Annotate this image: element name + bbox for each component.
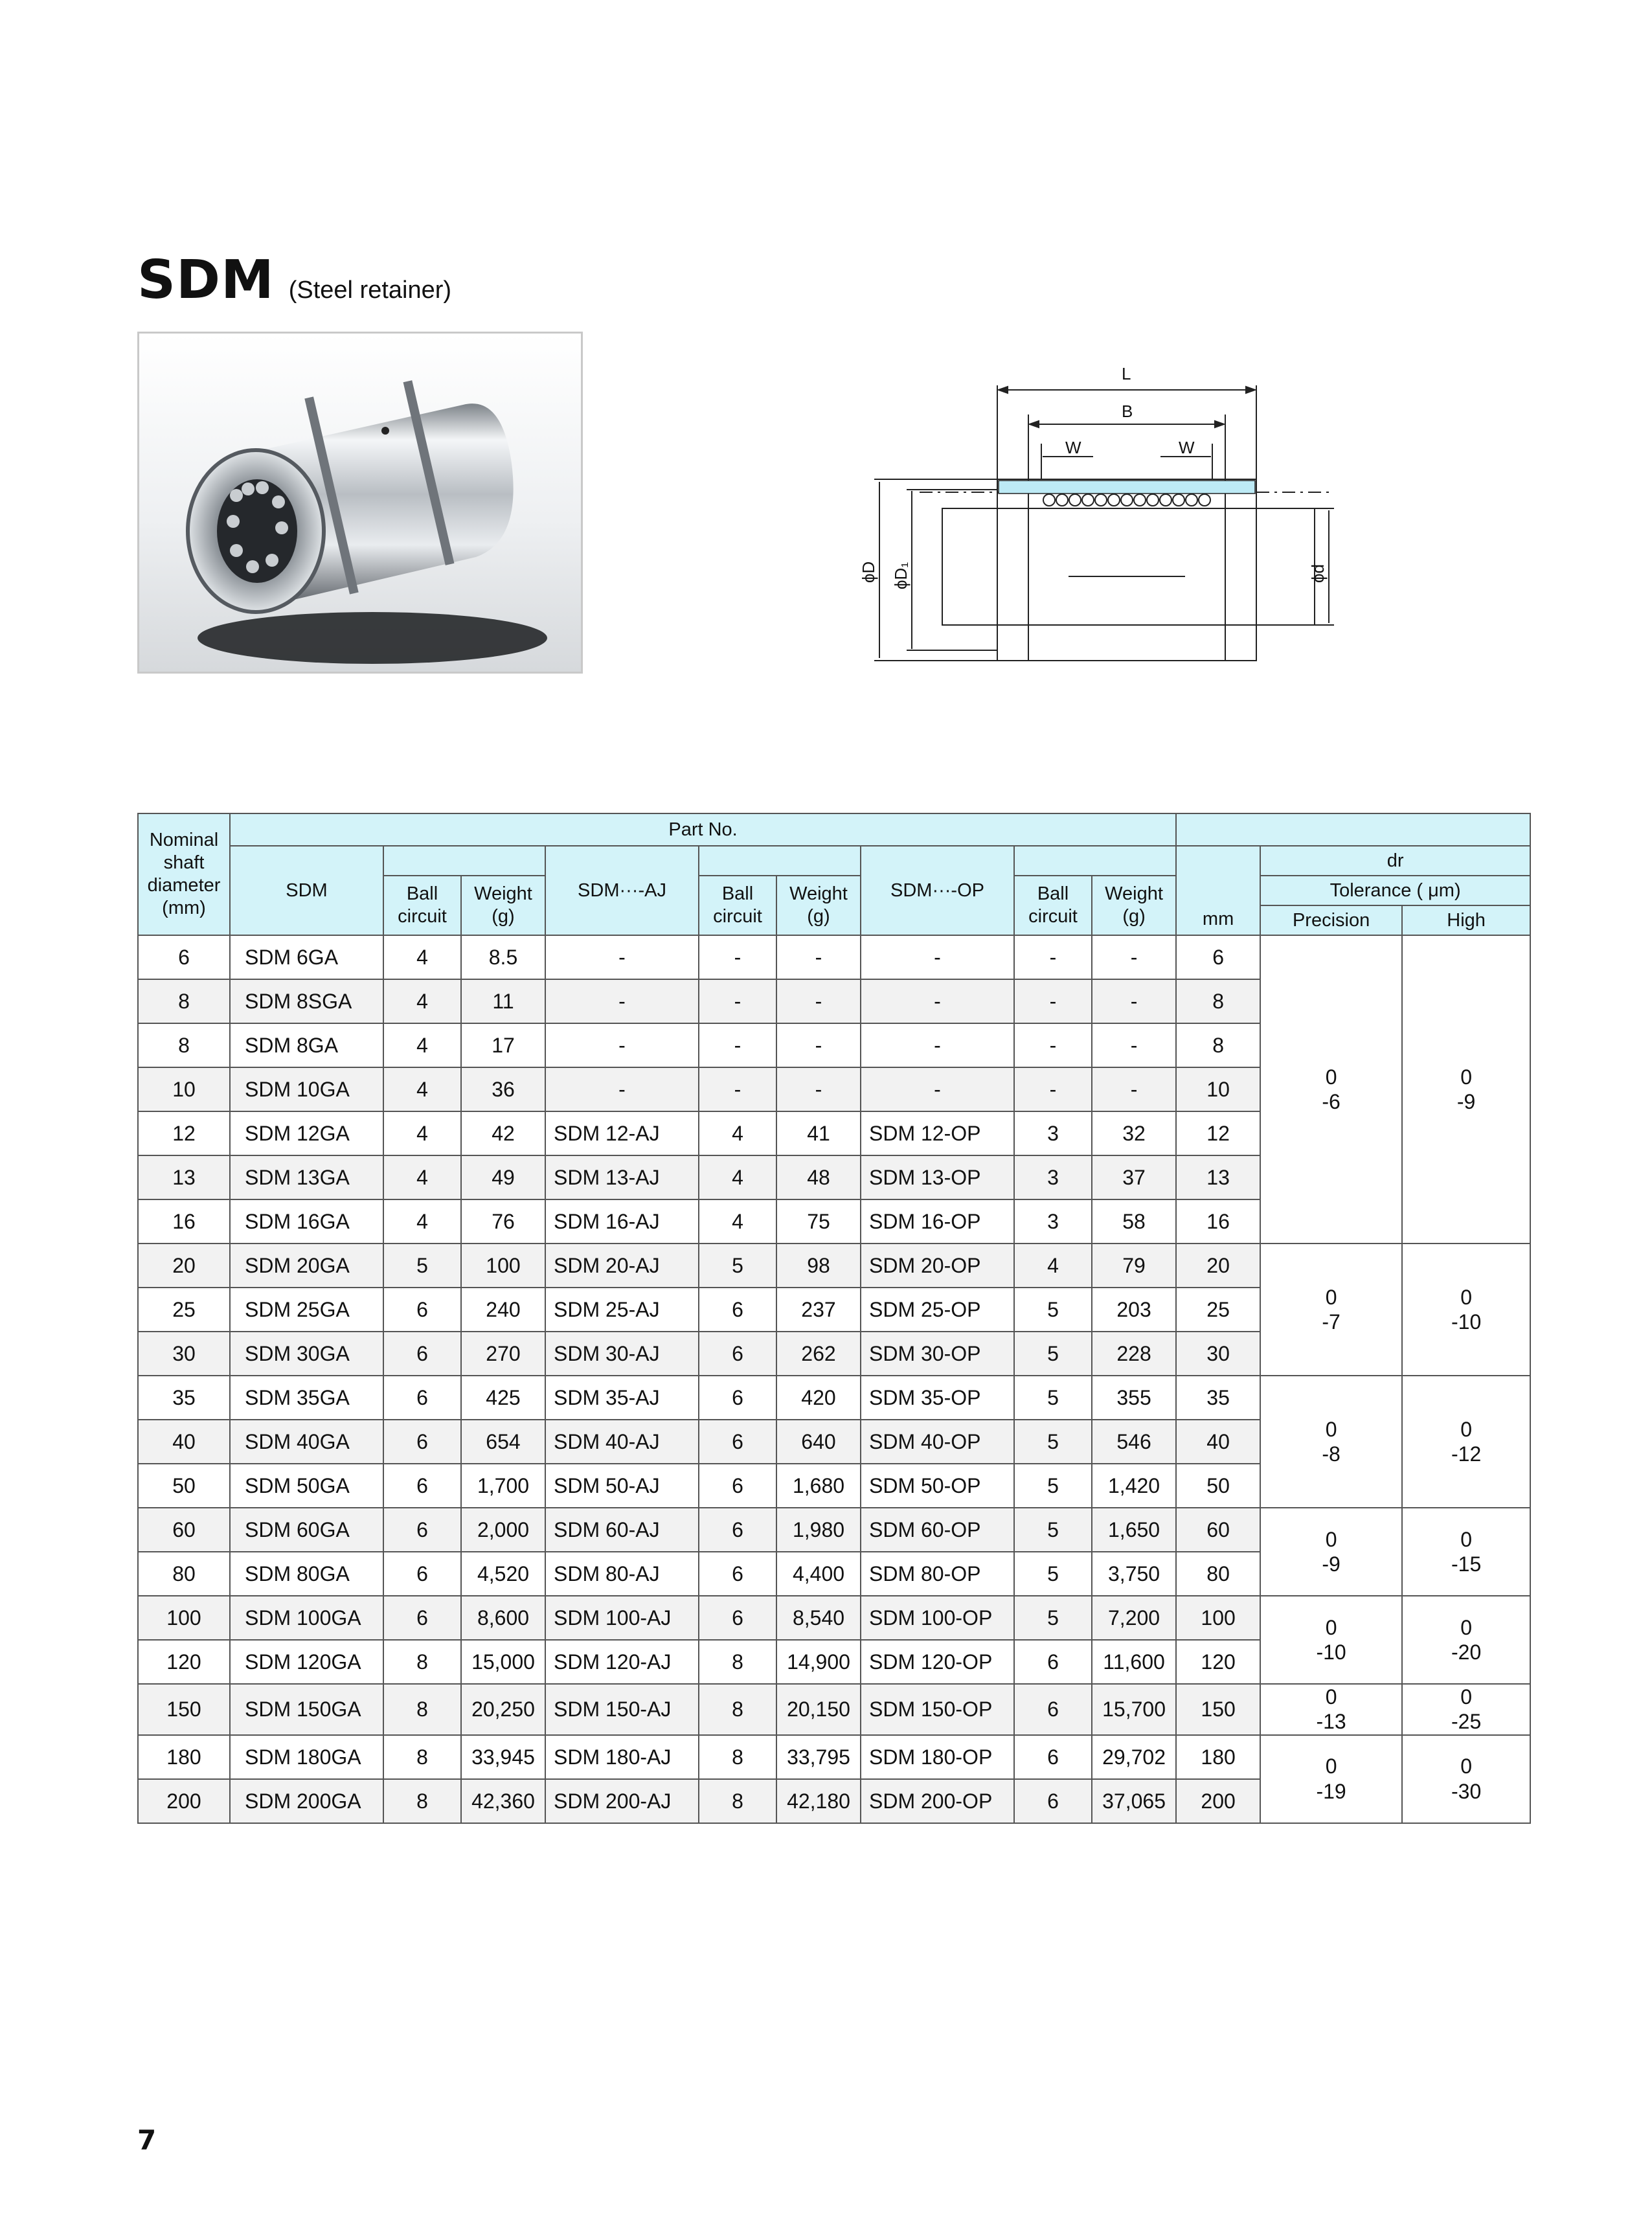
sdm-part-cell: SDM 120GA [230, 1640, 383, 1684]
model-subtitle: (Steel retainer) [288, 277, 452, 304]
dr-mm-cell: 30 [1176, 1332, 1260, 1376]
dr-mm-cell: 12 [1176, 1111, 1260, 1155]
sdm-weight-cell: 425 [461, 1376, 545, 1420]
aj-weight-cell: 8,540 [776, 1596, 861, 1640]
sdm-ball-circuit-cell: 6 [383, 1464, 461, 1508]
aj-weight-cell: 420 [776, 1376, 861, 1420]
op-ball-circuit-cell: - [1014, 1023, 1092, 1067]
op-part-cell: SDM 30-OP [861, 1332, 1014, 1376]
sdm-part-cell: SDM 180GA [230, 1735, 383, 1779]
op-part-cell: SDM 200-OP [861, 1779, 1014, 1823]
dr-mm-cell: 180 [1176, 1735, 1260, 1779]
tolerance-high-cell: 0 -20 [1402, 1596, 1530, 1684]
dr-mm-cell: 120 [1176, 1640, 1260, 1684]
op-part-cell: SDM 35-OP [861, 1376, 1014, 1420]
op-ball-circuit-cell: - [1014, 979, 1092, 1023]
op-weight-cell: - [1092, 1023, 1176, 1067]
aj-weight-cell: 20,150 [776, 1684, 861, 1735]
sdm-ball-circuit-cell: 8 [383, 1640, 461, 1684]
aj-weight-cell: 4,400 [776, 1552, 861, 1596]
op-weight-cell: 37 [1092, 1155, 1176, 1199]
sdm-weight-cell: 15,000 [461, 1640, 545, 1684]
tolerance-high-cell: 0 -10 [1402, 1244, 1530, 1376]
op-weight-cell: - [1092, 979, 1176, 1023]
aj-weight-cell: - [776, 935, 861, 979]
aj-weight-cell: 42,180 [776, 1779, 861, 1823]
aj-part-cell: SDM 25-AJ [545, 1288, 699, 1332]
nominal-diameter-cell: 180 [138, 1735, 230, 1779]
op-ball-circuit-cell: 6 [1014, 1684, 1092, 1735]
aj-ball-circuit-cell: - [699, 1067, 776, 1111]
dr-mm-cell: 6 [1176, 935, 1260, 979]
dr-mm-cell: 50 [1176, 1464, 1260, 1508]
sdm-part-cell: SDM 60GA [230, 1508, 383, 1552]
aj-weight-cell: - [776, 1023, 861, 1067]
sdm-part-cell: SDM 40GA [230, 1420, 383, 1464]
aj-weight-cell: 41 [776, 1111, 861, 1155]
sdm-ball-circuit-cell: 6 [383, 1596, 461, 1640]
header-nominal-diameter: Nominal shaft diameter (mm) [138, 813, 230, 935]
op-weight-cell: 58 [1092, 1199, 1176, 1244]
page-title [137, 249, 451, 311]
sdm-part-cell: SDM 35GA [230, 1376, 383, 1420]
table-body [138, 935, 1530, 1823]
aj-part-cell: SDM 35-AJ [545, 1376, 699, 1420]
sdm-weight-cell: 270 [461, 1332, 545, 1376]
op-ball-circuit-cell: 5 [1014, 1508, 1092, 1552]
aj-weight-cell: 237 [776, 1288, 861, 1332]
op-part-cell: - [861, 1067, 1014, 1111]
dr-mm-cell: 20 [1176, 1244, 1260, 1288]
header-precision: Precision [1260, 905, 1402, 935]
aj-weight-cell: 98 [776, 1244, 861, 1288]
header-mm: mm [1176, 846, 1260, 935]
aj-weight-cell: 33,795 [776, 1735, 861, 1779]
sdm-part-cell: SDM 150GA [230, 1684, 383, 1735]
sdm-ball-circuit-cell: 4 [383, 1067, 461, 1111]
header-weight: Weight (g) [461, 876, 545, 935]
sdm-weight-cell: 1,700 [461, 1464, 545, 1508]
aj-part-cell: - [545, 1067, 699, 1111]
header-part-no: Part No. [230, 813, 1176, 846]
tolerance-precision-cell: 0 -19 [1260, 1735, 1402, 1823]
nominal-diameter-cell: 20 [138, 1244, 230, 1288]
aj-ball-circuit-cell: - [699, 979, 776, 1023]
op-part-cell: SDM 12-OP [861, 1111, 1014, 1155]
sdm-ball-circuit-cell: 4 [383, 1199, 461, 1244]
tolerance-high-cell: 0 -9 [1402, 935, 1530, 1244]
aj-part-cell: SDM 12-AJ [545, 1111, 699, 1155]
sdm-ball-circuit-cell: 4 [383, 1155, 461, 1199]
aj-ball-circuit-cell: 6 [699, 1288, 776, 1332]
aj-weight-cell: - [776, 1067, 861, 1111]
sdm-weight-cell: 42 [461, 1111, 545, 1155]
nominal-diameter-cell: 6 [138, 935, 230, 979]
dr-mm-cell: 40 [1176, 1420, 1260, 1464]
header-high: High [1402, 905, 1530, 935]
op-part-cell: SDM 100-OP [861, 1596, 1014, 1640]
sdm-ball-circuit-cell: 8 [383, 1735, 461, 1779]
sdm-ball-circuit-cell: 4 [383, 979, 461, 1023]
aj-weight-cell: 1,680 [776, 1464, 861, 1508]
aj-ball-circuit-cell: 6 [699, 1552, 776, 1596]
aj-part-cell: SDM 180-AJ [545, 1735, 699, 1779]
dr-mm-cell: 8 [1176, 979, 1260, 1023]
op-weight-cell: 228 [1092, 1332, 1176, 1376]
table-row [138, 1735, 1530, 1779]
header-sdm-spacer [383, 846, 545, 876]
sdm-weight-cell: 17 [461, 1023, 545, 1067]
aj-part-cell: SDM 60-AJ [545, 1508, 699, 1552]
op-ball-circuit-cell: 3 [1014, 1199, 1092, 1244]
op-ball-circuit-cell: 5 [1014, 1288, 1092, 1332]
header-weight: Weight (g) [776, 876, 861, 935]
op-ball-circuit-cell: - [1014, 935, 1092, 979]
dr-mm-cell: 150 [1176, 1684, 1260, 1735]
op-ball-circuit-cell: 3 [1014, 1155, 1092, 1199]
aj-weight-cell: - [776, 979, 861, 1023]
nominal-diameter-cell: 40 [138, 1420, 230, 1464]
header-sdm-aj: SDM···-AJ [545, 846, 699, 935]
op-weight-cell: 79 [1092, 1244, 1176, 1288]
op-ball-circuit-cell: 3 [1014, 1111, 1092, 1155]
label-W-right: W [1179, 438, 1195, 457]
sdm-part-cell: SDM 80GA [230, 1552, 383, 1596]
header-ball-circuit: Ball circuit [699, 876, 776, 935]
aj-ball-circuit-cell: 8 [699, 1735, 776, 1779]
op-ball-circuit-cell: 6 [1014, 1640, 1092, 1684]
op-weight-cell: 11,600 [1092, 1640, 1176, 1684]
sdm-weight-cell: 49 [461, 1155, 545, 1199]
table-row [138, 1684, 1530, 1735]
dr-mm-cell: 60 [1176, 1508, 1260, 1552]
nominal-diameter-cell: 8 [138, 1023, 230, 1067]
aj-part-cell: SDM 16-AJ [545, 1199, 699, 1244]
op-part-cell: SDM 150-OP [861, 1684, 1014, 1735]
op-part-cell: - [861, 935, 1014, 979]
aj-part-cell: SDM 120-AJ [545, 1640, 699, 1684]
aj-ball-circuit-cell: 6 [699, 1508, 776, 1552]
tolerance-precision-cell: 0 -9 [1260, 1508, 1402, 1596]
aj-weight-cell: 75 [776, 1199, 861, 1244]
op-weight-cell: 37,065 [1092, 1779, 1176, 1823]
nominal-diameter-cell: 16 [138, 1199, 230, 1244]
aj-part-cell: SDM 50-AJ [545, 1464, 699, 1508]
dimension-diagram [855, 363, 1347, 674]
op-weight-cell: 3,750 [1092, 1552, 1176, 1596]
sdm-part-cell: SDM 13GA [230, 1155, 383, 1199]
nominal-diameter-cell: 35 [138, 1376, 230, 1420]
sdm-ball-circuit-cell: 4 [383, 935, 461, 979]
sdm-ball-circuit-cell: 8 [383, 1779, 461, 1823]
sdm-weight-cell: 240 [461, 1288, 545, 1332]
cross-section-drawing [855, 363, 1347, 674]
aj-weight-cell: 14,900 [776, 1640, 861, 1684]
op-part-cell: SDM 80-OP [861, 1552, 1014, 1596]
sdm-weight-cell: 20,250 [461, 1684, 545, 1735]
dr-mm-cell: 13 [1176, 1155, 1260, 1199]
aj-ball-circuit-cell: 6 [699, 1464, 776, 1508]
op-weight-cell: 15,700 [1092, 1684, 1176, 1735]
nominal-diameter-cell: 8 [138, 979, 230, 1023]
op-part-cell: SDM 40-OP [861, 1420, 1014, 1464]
sdm-ball-circuit-cell: 6 [383, 1288, 461, 1332]
model-name: SDM [137, 249, 275, 311]
aj-ball-circuit-cell: - [699, 935, 776, 979]
op-weight-cell: 7,200 [1092, 1596, 1176, 1640]
label-phi-d: ϕd [1308, 563, 1328, 583]
aj-ball-circuit-cell: 5 [699, 1244, 776, 1288]
aj-part-cell: - [545, 1023, 699, 1067]
sdm-weight-cell: 11 [461, 979, 545, 1023]
nominal-diameter-cell: 100 [138, 1596, 230, 1640]
tolerance-precision-cell: 0 -10 [1260, 1596, 1402, 1684]
aj-part-cell: SDM 100-AJ [545, 1596, 699, 1640]
aj-part-cell: - [545, 979, 699, 1023]
header-blank [1176, 813, 1530, 846]
header-aj-spacer [699, 846, 861, 876]
op-part-cell: SDM 25-OP [861, 1288, 1014, 1332]
op-weight-cell: 203 [1092, 1288, 1176, 1332]
aj-weight-cell: 1,980 [776, 1508, 861, 1552]
sdm-ball-circuit-cell: 8 [383, 1684, 461, 1735]
sdm-weight-cell: 654 [461, 1420, 545, 1464]
nominal-diameter-cell: 120 [138, 1640, 230, 1684]
sdm-part-cell: SDM 100GA [230, 1596, 383, 1640]
dr-mm-cell: 200 [1176, 1779, 1260, 1823]
sdm-part-cell: SDM 50GA [230, 1464, 383, 1508]
sdm-ball-circuit-cell: 4 [383, 1023, 461, 1067]
aj-part-cell: SDM 200-AJ [545, 1779, 699, 1823]
op-weight-cell: 32 [1092, 1111, 1176, 1155]
op-ball-circuit-cell: 5 [1014, 1332, 1092, 1376]
sdm-weight-cell: 2,000 [461, 1508, 545, 1552]
aj-part-cell: SDM 80-AJ [545, 1552, 699, 1596]
table-row [138, 935, 1530, 979]
aj-ball-circuit-cell: 6 [699, 1376, 776, 1420]
op-ball-circuit-cell: 4 [1014, 1244, 1092, 1288]
op-ball-circuit-cell: 6 [1014, 1735, 1092, 1779]
op-part-cell: SDM 120-OP [861, 1640, 1014, 1684]
op-ball-circuit-cell: 5 [1014, 1552, 1092, 1596]
op-weight-cell: - [1092, 935, 1176, 979]
table-row [138, 1244, 1530, 1288]
nominal-diameter-cell: 25 [138, 1288, 230, 1332]
dr-mm-cell: 100 [1176, 1596, 1260, 1640]
sdm-ball-circuit-cell: 6 [383, 1552, 461, 1596]
label-phi-D1: ϕD₁ [891, 562, 911, 589]
specification-table [137, 813, 1531, 1824]
nominal-diameter-cell: 30 [138, 1332, 230, 1376]
tolerance-high-cell: 0 -30 [1402, 1735, 1530, 1823]
sdm-part-cell: SDM 12GA [230, 1111, 383, 1155]
aj-weight-cell: 262 [776, 1332, 861, 1376]
op-weight-cell: 1,650 [1092, 1508, 1176, 1552]
sdm-part-cell: SDM 16GA [230, 1199, 383, 1244]
sdm-weight-cell: 8,600 [461, 1596, 545, 1640]
header-sdm-op: SDM···-OP [861, 846, 1014, 935]
tolerance-precision-cell: 0 -8 [1260, 1376, 1402, 1508]
op-ball-circuit-cell: 5 [1014, 1464, 1092, 1508]
table-row [138, 1596, 1530, 1640]
header-sdm: SDM [230, 846, 383, 935]
label-W-left: W [1065, 438, 1081, 457]
op-part-cell: SDM 20-OP [861, 1244, 1014, 1288]
sdm-ball-circuit-cell: 6 [383, 1332, 461, 1376]
op-weight-cell: 29,702 [1092, 1735, 1176, 1779]
op-weight-cell: 1,420 [1092, 1464, 1176, 1508]
nominal-diameter-cell: 200 [138, 1779, 230, 1823]
header-op-spacer [1014, 846, 1176, 876]
dr-mm-cell: 25 [1176, 1288, 1260, 1332]
sdm-part-cell: SDM 200GA [230, 1779, 383, 1823]
aj-weight-cell: 640 [776, 1420, 861, 1464]
dr-mm-cell: 35 [1176, 1376, 1260, 1420]
sdm-part-cell: SDM 20GA [230, 1244, 383, 1288]
nominal-diameter-cell: 12 [138, 1111, 230, 1155]
aj-part-cell: SDM 13-AJ [545, 1155, 699, 1199]
aj-ball-circuit-cell: 6 [699, 1420, 776, 1464]
header-weight: Weight (g) [1092, 876, 1176, 935]
op-ball-circuit-cell: - [1014, 1067, 1092, 1111]
tolerance-precision-cell: 0 -6 [1260, 935, 1402, 1244]
op-part-cell: - [861, 1023, 1014, 1067]
dr-mm-cell: 16 [1176, 1199, 1260, 1244]
op-weight-cell: 546 [1092, 1420, 1176, 1464]
tolerance-precision-cell: 0 -7 [1260, 1244, 1402, 1376]
op-part-cell: SDM 13-OP [861, 1155, 1014, 1199]
sdm-ball-circuit-cell: 6 [383, 1420, 461, 1464]
nominal-diameter-cell: 10 [138, 1067, 230, 1111]
aj-weight-cell: 48 [776, 1155, 861, 1199]
table-row [138, 1508, 1530, 1552]
sdm-weight-cell: 33,945 [461, 1735, 545, 1779]
tolerance-high-cell: 0 -15 [1402, 1508, 1530, 1596]
op-ball-circuit-cell: 5 [1014, 1376, 1092, 1420]
aj-part-cell: SDM 40-AJ [545, 1420, 699, 1464]
sdm-ball-circuit-cell: 4 [383, 1111, 461, 1155]
sdm-part-cell: SDM 8SGA [230, 979, 383, 1023]
label-phi-D: ϕD [859, 561, 878, 583]
op-ball-circuit-cell: 6 [1014, 1779, 1092, 1823]
aj-ball-circuit-cell: 6 [699, 1596, 776, 1640]
tolerance-precision-cell: 0 -13 [1260, 1684, 1402, 1735]
aj-ball-circuit-cell: 8 [699, 1640, 776, 1684]
sdm-part-cell: SDM 30GA [230, 1332, 383, 1376]
op-ball-circuit-cell: 5 [1014, 1420, 1092, 1464]
header-tolerance: Tolerance ( μm) [1260, 876, 1530, 905]
aj-ball-circuit-cell: 6 [699, 1332, 776, 1376]
aj-ball-circuit-cell: - [699, 1023, 776, 1067]
dr-mm-cell: 8 [1176, 1023, 1260, 1067]
sdm-ball-circuit-cell: 5 [383, 1244, 461, 1288]
sdm-part-cell: SDM 10GA [230, 1067, 383, 1111]
op-part-cell: SDM 180-OP [861, 1735, 1014, 1779]
tolerance-high-cell: 0 -25 [1402, 1684, 1530, 1735]
sdm-weight-cell: 4,520 [461, 1552, 545, 1596]
header-dr: dr [1260, 846, 1530, 876]
sdm-part-cell: SDM 6GA [230, 935, 383, 979]
aj-ball-circuit-cell: 8 [699, 1779, 776, 1823]
aj-part-cell: SDM 20-AJ [545, 1244, 699, 1288]
nominal-diameter-cell: 150 [138, 1684, 230, 1735]
table-row [138, 1376, 1530, 1420]
op-weight-cell: - [1092, 1067, 1176, 1111]
nominal-diameter-cell: 60 [138, 1508, 230, 1552]
aj-part-cell: SDM 30-AJ [545, 1332, 699, 1376]
product-photo [137, 332, 583, 674]
op-ball-circuit-cell: 5 [1014, 1596, 1092, 1640]
aj-part-cell: - [545, 935, 699, 979]
sdm-ball-circuit-cell: 6 [383, 1376, 461, 1420]
sdm-weight-cell: 100 [461, 1244, 545, 1288]
nominal-diameter-cell: 80 [138, 1552, 230, 1596]
aj-ball-circuit-cell: 4 [699, 1199, 776, 1244]
op-part-cell: SDM 16-OP [861, 1199, 1014, 1244]
page-number: 7 [137, 2124, 157, 2156]
sdm-weight-cell: 36 [461, 1067, 545, 1111]
op-part-cell: SDM 50-OP [861, 1464, 1014, 1508]
sdm-ball-circuit-cell: 6 [383, 1508, 461, 1552]
op-part-cell: - [861, 979, 1014, 1023]
label-B: B [1122, 402, 1133, 421]
op-weight-cell: 355 [1092, 1376, 1176, 1420]
header-ball-circuit: Ball circuit [1014, 876, 1092, 935]
sdm-part-cell: SDM 25GA [230, 1288, 383, 1332]
sdm-weight-cell: 8.5 [461, 935, 545, 979]
sdm-part-cell: SDM 8GA [230, 1023, 383, 1067]
label-L: L [1122, 364, 1131, 383]
bearing-illustration [139, 334, 581, 672]
aj-ball-circuit-cell: 4 [699, 1155, 776, 1199]
tolerance-high-cell: 0 -12 [1402, 1376, 1530, 1508]
sdm-weight-cell: 42,360 [461, 1779, 545, 1823]
aj-part-cell: SDM 150-AJ [545, 1684, 699, 1735]
aj-ball-circuit-cell: 8 [699, 1684, 776, 1735]
nominal-diameter-cell: 13 [138, 1155, 230, 1199]
nominal-diameter-cell: 50 [138, 1464, 230, 1508]
header-ball-circuit: Ball circuit [383, 876, 461, 935]
op-part-cell: SDM 60-OP [861, 1508, 1014, 1552]
dr-mm-cell: 10 [1176, 1067, 1260, 1111]
sdm-weight-cell: 76 [461, 1199, 545, 1244]
dr-mm-cell: 80 [1176, 1552, 1260, 1596]
aj-ball-circuit-cell: 4 [699, 1111, 776, 1155]
